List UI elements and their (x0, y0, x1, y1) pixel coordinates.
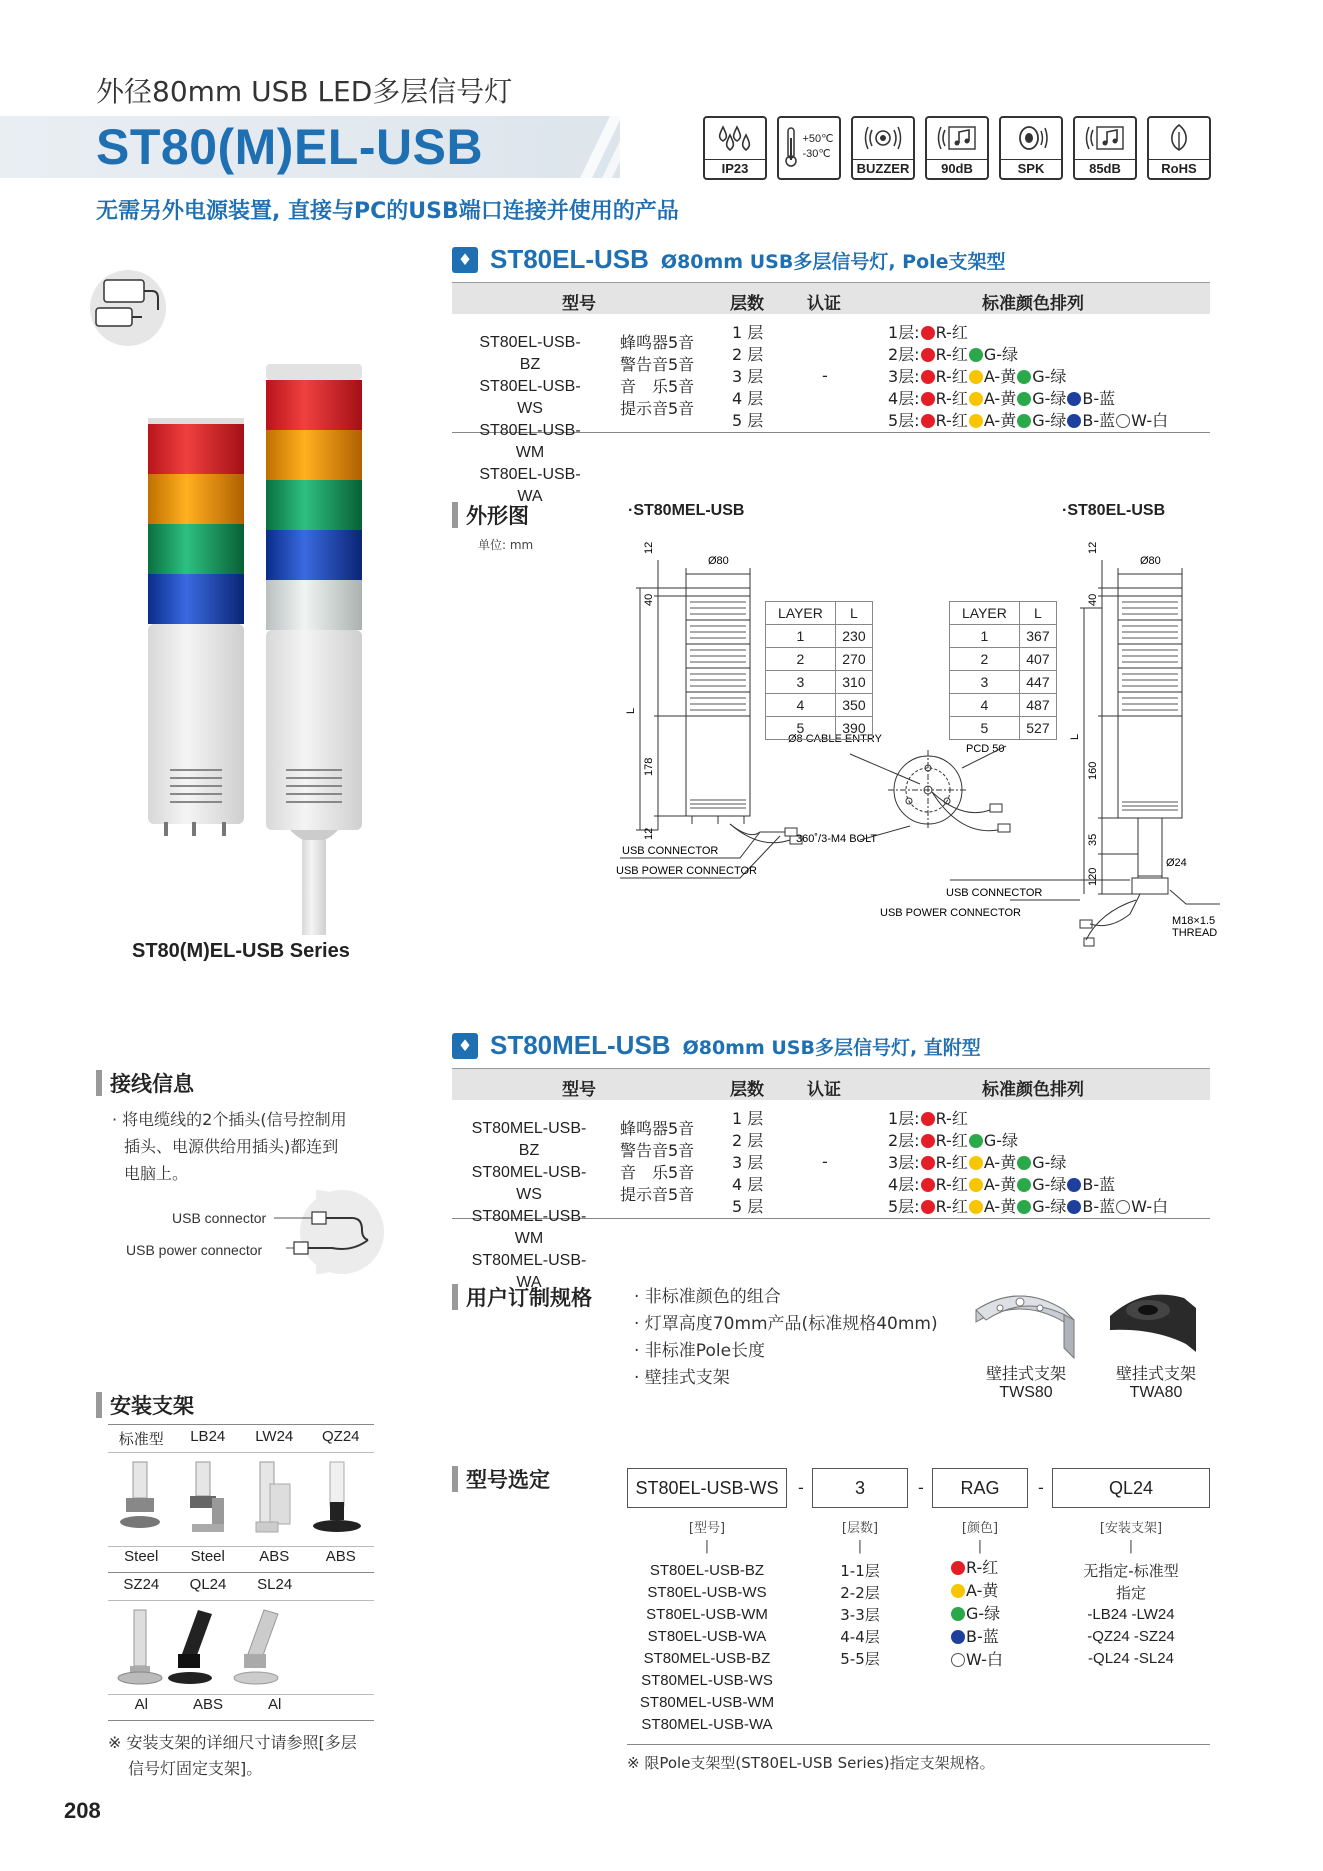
color-label: A-黄 (983, 1197, 1017, 1216)
mount-sl24-image (234, 1610, 278, 1684)
svg-text:Ø80: Ø80 (708, 555, 729, 567)
selection-color-label: R-红 (966, 1558, 999, 1577)
svg-text:PCD 50: PCD 50 (966, 743, 1005, 755)
section1-cert: - (822, 366, 828, 385)
badge-90db: 90dB (925, 116, 989, 180)
product-photo (140, 360, 370, 935)
selection-color-item (950, 1625, 1003, 1648)
color-label: R-红 (935, 367, 968, 386)
color-label: R-红 (935, 389, 968, 408)
green-dot (1017, 1200, 1031, 1214)
leaf-icon (1164, 118, 1194, 158)
badge-buzzer: BUZZER (851, 116, 915, 180)
blue-dot (951, 1630, 965, 1644)
section2-models: ST80MEL-USB-BZ ST80MEL-USB-WS ST80MEL-USB-WM ST80MEL-USB-WA (471, 1120, 587, 1291)
color-label: R-红 (935, 1175, 968, 1194)
color-label: B-蓝 (1082, 389, 1116, 408)
section1-models: ST80EL-USB-BZ ST80EL-USB-WS ST80EL-USB-WM ST80EL-USB-WA (479, 334, 581, 505)
wiring-text: · 将电缆线的2个插头(信号控制用 插头、电源供给用插头)都连到 电脑上。 (112, 1110, 347, 1183)
yellow-dot (969, 414, 983, 428)
red-dot (921, 414, 935, 428)
blue-dot (1067, 1178, 1081, 1192)
badge-85db: 85dB (1073, 116, 1137, 180)
section2-sounds: 蜂鸣器5音 警告音5音 音 乐5音 提示音5音 (620, 1119, 695, 1204)
selection-color-label: B-蓝 (966, 1627, 999, 1646)
signal-light-icon: ♦ (452, 1033, 478, 1059)
selection-cat-color: [颜色] | (961, 1521, 999, 1554)
svg-text:USB CONNECTOR: USB CONNECTOR (946, 887, 1043, 899)
red-dot (921, 392, 935, 406)
blue-dot (1067, 414, 1081, 428)
outline-unit: 单位: mm (478, 538, 534, 552)
color-row (888, 388, 1168, 410)
red-dot (921, 1112, 935, 1126)
section2-cert: - (822, 1152, 828, 1171)
selection-color-item (950, 1602, 1003, 1625)
selection-box-layers: 3 (812, 1468, 908, 1508)
red-dot (921, 1200, 935, 1214)
mount-lb24-image (190, 1462, 224, 1532)
color-label: G-绿 (1032, 1197, 1067, 1216)
svg-text:40: 40 (643, 593, 655, 606)
mount-row1-names: 标准型 LB24 LW24 QZ24 (118, 1428, 360, 1448)
selection-color-label: A-黄 (966, 1581, 999, 1600)
section1-table-header: 型号 层数 认证 标准颜色排列 (452, 282, 1210, 314)
yellow-dot (969, 1200, 983, 1214)
yellow-dot (969, 392, 983, 406)
mount-qz24-image (313, 1462, 361, 1532)
green-dot (1017, 414, 1031, 428)
el-dimension-table: LAYER L 1 367 2 407 3 447 4 487 5 527 (949, 601, 1057, 740)
selection-box-mount: QL24 (1052, 1468, 1210, 1508)
custom-list: · 非标准颜色的组合 · 灯罩高度70mm产品(标准规格40mm) · 非标准Pole长度 · 壁挂式支架 (634, 1287, 938, 1388)
outline-label-el: ·ST80EL-USB (1062, 502, 1166, 519)
mount-row2-materials: Al ABS Al (134, 1696, 282, 1713)
selection-note: ※ 限Pole支架型(ST80EL-USB Series)指定支架规格。 (627, 1754, 995, 1772)
usb-power-connector-label: USB power connector (126, 1242, 263, 1258)
yellow-dot (969, 1156, 983, 1170)
color-row (888, 1196, 1168, 1218)
mount-lw24-image (256, 1462, 290, 1532)
color-label: A-黄 (983, 1153, 1017, 1172)
color-label: A-黄 (983, 1175, 1017, 1194)
svg-text:12: 12 (1087, 541, 1099, 554)
svg-text:40: 40 (1087, 593, 1099, 606)
mount-ql24-image (168, 1610, 212, 1684)
section1-color-list (888, 322, 1168, 432)
bracket-twa80-image (1104, 1278, 1204, 1368)
color-row-prefix: 4层: (888, 389, 920, 408)
banner-stripes (580, 116, 690, 178)
page-number: 208 (64, 1798, 101, 1823)
selection-color-list (950, 1556, 1003, 1671)
red-dot (921, 1134, 935, 1148)
color-row-prefix: 5层: (888, 1197, 920, 1216)
selection-mount-list: 无指定-标准型 指定 -LB24 -LW24 -QZ24 -SZ24 -QL24 -SL24 (1083, 1562, 1179, 1667)
color-row (888, 1152, 1168, 1174)
mel-dimension-table: LAYER L 1 230 2 270 3 310 4 350 5 390 (765, 601, 873, 740)
svg-text:160: 160 (1087, 761, 1099, 780)
section1-layers: 1 层 2 层 3 层 4 层 5 层 (732, 323, 764, 430)
selection-color-label: W-白 (966, 1650, 1003, 1669)
white-dot (951, 1653, 965, 1667)
selection-color-item (950, 1648, 1003, 1671)
section2-layers: 1 层 2 层 3 层 4 层 5 层 (732, 1109, 764, 1216)
page-subtitle: 外径80mm USB LED多层信号灯 (96, 75, 513, 108)
red-dot (921, 1156, 935, 1170)
section1-sounds: 蜂鸣器5音 警告音5音 音 乐5音 提示音5音 (620, 333, 695, 418)
svg-text:Ø24: Ø24 (1166, 857, 1187, 869)
badge-speaker: SPK (999, 116, 1063, 180)
usb-connector-label: USB connector (172, 1210, 267, 1226)
selection-box-model: ST80EL-USB-WS (627, 1468, 787, 1508)
color-label: R-红 (935, 1197, 968, 1216)
svg-text:USB POWER CONNECTOR: USB POWER CONNECTOR (616, 865, 757, 877)
mount-standard-image (120, 1462, 160, 1528)
selection-dash-3: - (1038, 1478, 1044, 1497)
music-sound-icon (935, 118, 979, 158)
bracket-twa80-caption: 壁挂式支架 TWA80 (1115, 1364, 1196, 1401)
svg-text:178: 178 (643, 757, 655, 776)
green-dot (1017, 392, 1031, 406)
color-label: G-绿 (1032, 1175, 1067, 1194)
color-row-prefix: 4层: (888, 1175, 920, 1194)
green-dot (1017, 1178, 1031, 1192)
blue-dot (1067, 392, 1081, 406)
color-row-prefix: 1层: (888, 1109, 920, 1128)
selection-color-item (950, 1556, 1003, 1579)
color-label: R-红 (935, 411, 968, 430)
outline-label-mel: ·ST80MEL-USB (628, 502, 745, 519)
mount-row1-materials: Steel Steel ABS ABS (124, 1548, 356, 1565)
selection-box-color: RAG (932, 1468, 1028, 1508)
color-label: R-红 (935, 1131, 968, 1150)
custom-heading: 用户订制规格 (452, 1282, 592, 1312)
mount-row2-images (108, 1606, 308, 1690)
color-label: A-黄 (983, 389, 1017, 408)
color-label: R-红 (935, 1109, 968, 1128)
color-label: B-蓝 (1082, 1197, 1116, 1216)
color-row (888, 366, 1168, 388)
cable-thumbnail (90, 270, 166, 346)
usb-cable-icon (90, 270, 166, 346)
red-dot (921, 370, 935, 384)
color-row-prefix: 2层: (888, 1131, 920, 1150)
color-row-prefix: 5层: (888, 411, 920, 430)
mount-row2-names: SZ24 QL24 SL24 (123, 1576, 293, 1593)
svg-text:35: 35 (1087, 833, 1099, 846)
water-drops-icon (715, 118, 755, 158)
selection-color-label: G-绿 (966, 1604, 1001, 1623)
section2-color-list (888, 1108, 1168, 1218)
selection-dash-2: - (918, 1478, 924, 1497)
music-sound-icon (1083, 118, 1127, 158)
color-row-prefix: 1层: (888, 323, 920, 342)
color-label: G-绿 (1032, 367, 1067, 386)
svg-text:M18×1.5: M18×1.5 (1172, 915, 1216, 927)
svg-text:360˚/3-M4 BOLT: 360˚/3-M4 BOLT (796, 833, 878, 845)
white-dot (1116, 414, 1130, 428)
red-dot (921, 326, 935, 340)
speaker-icon (1009, 118, 1053, 158)
mount-heading: 安装支架 (96, 1390, 194, 1420)
selection-model-list: ST80EL-USB-BZ ST80EL-USB-WS ST80EL-USB-WM ST80EL-USB-WA ST80MEL-USB-BZ ST80MEL-USB-WS ST80MEL-USB-WM ST80MEL-USB-WA (639, 1562, 775, 1733)
page-title: ST80(M)EL-USB (96, 119, 484, 175)
tagline: 无需另外电源装置, 直接与PC的USB端口连接并使用的产品 (96, 199, 679, 224)
color-row (888, 322, 1168, 344)
usb-cable-diagram (272, 1190, 384, 1274)
color-row (888, 1174, 1168, 1196)
green-dot (969, 348, 983, 362)
buzzer-icon (861, 118, 905, 158)
svg-text:Ø80: Ø80 (1140, 555, 1161, 567)
badge-rohs: RoHS (1147, 116, 1211, 180)
mount-note: ※ 安装支架的详细尺寸请参照[多层 信号灯固定支架]。 (108, 1733, 357, 1778)
section1-heading: ♦ ST80EL-USB Ø80mm USB多层信号灯, Pole支架型 (452, 244, 1006, 275)
color-row-prefix: 3层: (888, 1153, 920, 1172)
outline-heading: 外形图 (452, 500, 529, 530)
svg-text:L: L (1069, 733, 1081, 740)
selection-color-item (950, 1579, 1003, 1602)
svg-text:USB POWER CONNECTOR: USB POWER CONNECTOR (880, 907, 1021, 919)
svg-text:Ø8 CABLE ENTRY: Ø8 CABLE ENTRY (788, 733, 882, 745)
bracket-tws80-image (970, 1280, 1080, 1370)
color-label: G-绿 (983, 345, 1019, 364)
yellow-dot (951, 1584, 965, 1598)
thermometer-icon (784, 126, 798, 168)
white-dot (1116, 1200, 1130, 1214)
green-dot (1017, 1156, 1031, 1170)
selection-cat-mount: [安装支架] | (1099, 1521, 1163, 1554)
mount-row1-images (108, 1458, 374, 1542)
svg-text:USB CONNECTOR: USB CONNECTOR (622, 845, 719, 857)
color-label: G-绿 (1032, 1153, 1067, 1172)
green-dot (951, 1607, 965, 1621)
bracket-tws80-caption: 壁挂式支架 TWS80 (985, 1364, 1066, 1401)
color-label: B-蓝 (1082, 411, 1116, 430)
color-row-prefix: 2层: (888, 345, 920, 364)
color-label: G-绿 (1032, 389, 1067, 408)
section2-heading: ♦ ST80MEL-USB Ø80mm USB多层信号灯, 直附型 (452, 1030, 981, 1061)
section2-table-header: 型号 层数 认证 标准颜色排列 (452, 1068, 1210, 1100)
badge-temperature: +50℃ -30℃ (777, 116, 841, 180)
selection-dash-1: - (798, 1478, 804, 1497)
svg-text:12: 12 (643, 827, 655, 840)
svg-text:THREAD: THREAD (1172, 927, 1218, 939)
yellow-dot (969, 1178, 983, 1192)
outline-drawing (610, 540, 1230, 950)
color-label: R-红 (935, 1153, 968, 1172)
signal-light-icon: ♦ (452, 247, 478, 273)
color-label: B-蓝 (1082, 1175, 1116, 1194)
color-row (888, 344, 1168, 366)
color-label: A-黄 (983, 367, 1017, 386)
color-row (888, 1108, 1168, 1130)
selection-heading: 型号选定 (452, 1464, 550, 1494)
red-dot (921, 1178, 935, 1192)
selection-cat-model: [型号] | (688, 1521, 726, 1554)
mount-sz24-image (118, 1610, 162, 1684)
color-label: R-红 (935, 345, 968, 364)
red-dot (921, 348, 935, 362)
color-row (888, 410, 1168, 432)
svg-text:12: 12 (643, 541, 655, 554)
selection-layer-list: 1-1层 2-2层 3-3层 4-4层 5-5层 (840, 1562, 880, 1668)
color-label: A-黄 (983, 411, 1017, 430)
svg-text:L: L (625, 707, 637, 714)
yellow-dot (969, 370, 983, 384)
blue-dot (1067, 1200, 1081, 1214)
product-caption: ST80(M)EL-USB Series (132, 940, 350, 962)
green-dot (969, 1134, 983, 1148)
red-dot (951, 1561, 965, 1575)
color-label: W-白 (1131, 1197, 1169, 1216)
color-label: G-绿 (1032, 411, 1067, 430)
color-label: W-白 (1131, 411, 1169, 430)
wiring-heading: 接线信息 (96, 1068, 194, 1098)
green-dot (1017, 370, 1031, 384)
color-row-prefix: 3层: (888, 367, 920, 386)
color-label: R-红 (935, 323, 968, 342)
selection-cat-layers: [层数] | (841, 1521, 879, 1554)
color-row (888, 1130, 1168, 1152)
color-label: G-绿 (983, 1131, 1019, 1150)
badge-ip23: IP23 (703, 116, 767, 180)
svg-text:120: 120 (1087, 867, 1099, 886)
